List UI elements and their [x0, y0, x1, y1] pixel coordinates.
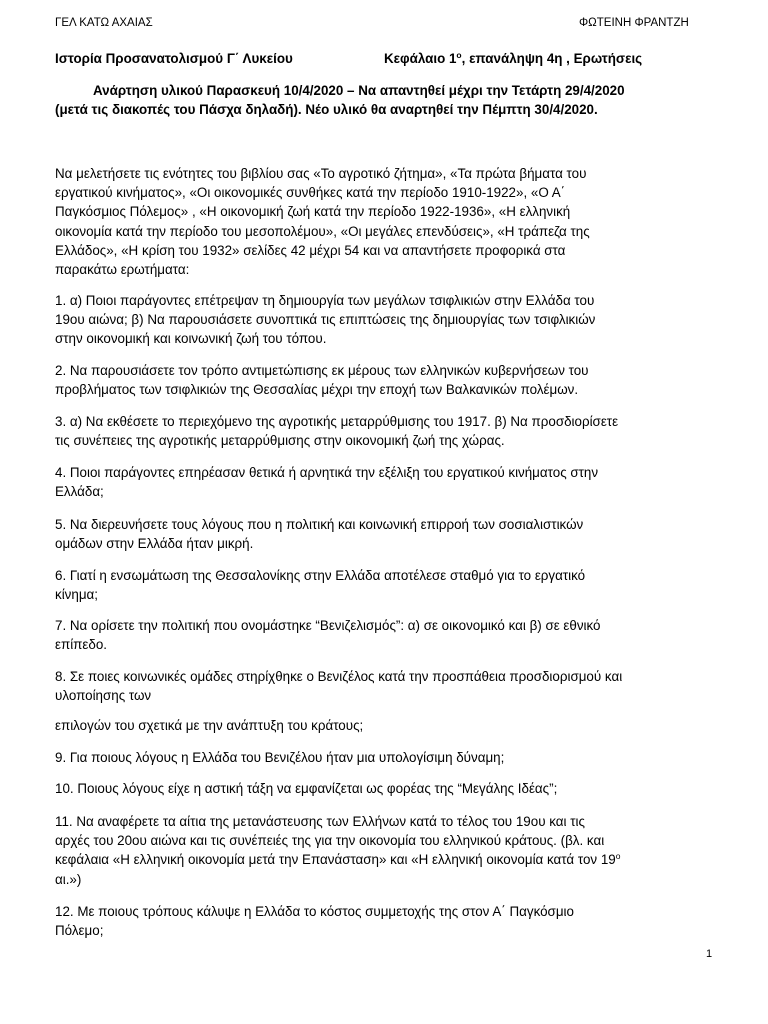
text-line: 1. α) Ποιοι παράγοντες επέτρεψαν τη δημιουργία των μεγάλων τσιφλικιών στην Ελλάδα του	[55, 293, 595, 308]
text-line: αι.»)	[55, 871, 82, 887]
text-line: 12. Με ποιους τρόπους κάλυψε η Ελλάδα το κόστος συμμετοχής της στον Α΄ Παγκόσμιο	[55, 904, 574, 919]
question-8	[55, 667, 720, 705]
text-line: Ελλάδος», «Η κρίση του 1932» σελίδες 42 μέχρι 54 και να απαντήσετε προφορικά στα	[55, 242, 566, 258]
text-line: 6. Γιατί η ενσωμάτωση της Θεσσαλονίκης στην Ελλάδα αποτέλεσε σταθμό για το εργατικό	[55, 568, 586, 583]
question-12	[55, 902, 720, 940]
question-5	[55, 515, 720, 553]
text-line: αρχές του 20ου αιώνα και τις συνέπειές της για την οικονομία του ελληνικού κράτους. (βλ. και	[55, 833, 605, 849]
text-segment: κεφάλαια «Η ελληνική οικονομία μετά την Επανάσταση» και «Η ελληνική οικονομία κατά τον 19	[55, 852, 616, 868]
text-line: 5. Να διερευνήσετε τους λόγους που η πολιτική και κοινωνική επιρροή των σοσιαλιστικών	[55, 517, 584, 532]
ordinal-sup: ο	[615, 851, 621, 862]
chapter-title	[384, 51, 642, 66]
text-line	[55, 850, 720, 869]
text-line: Να μελετήσετε τις ενότητες του βιβλίου σας «Το αγροτικό ζήτημα», «Τα πρώτα βήματα του	[55, 166, 587, 181]
text-line: κίνημα;	[55, 587, 98, 603]
question-11	[55, 812, 720, 889]
chapter-ordinal-sup: ο	[456, 50, 462, 60]
text-line: ομάδων στην Ελλάδα ήταν μικρή.	[55, 536, 254, 552]
text-line: στην οικονομική και κοινωνική ζωή του τόπου.	[55, 331, 327, 347]
text-line: εργατικού κινήματος», «Οι οικονομικές συνθήκες κατά την περίοδο 1910-1922», «Ο Α΄	[55, 185, 566, 201]
text-line: 10. Ποιους λόγους είχε η αστική τάξη να εμφανίζεται ως φορέας της “Μεγάλης Ιδέας”;	[55, 781, 558, 796]
text-line: τις συνέπειες της αγροτικής μεταρρύθμισης στην οικονομική ζωή της χώρας.	[55, 433, 505, 449]
text-line: 4. Ποιοι παράγοντες επηρέασαν θετικά ή αρνητικά την εξέλιξη του εργατικού κινήματος στην	[55, 465, 599, 480]
text-line: Παγκόσμιος Πόλεμος» , «Η οικονομική ζωή κατά την περίοδο 1922-1936», «Η ελληνική	[55, 204, 571, 220]
text-line: προβλήματος των τσιφλικιών της Θεσσαλίας μέχρι την εποχή των Βαλκανικών πολέμων.	[55, 382, 579, 398]
question-4	[55, 463, 720, 501]
chapter-suffix: , επανάληψη 4η , Ερωτήσεις	[461, 51, 643, 66]
question-2	[55, 361, 720, 399]
question-9	[55, 748, 720, 767]
subject-title: Ιστορία Προσανατολισμού Γ΄ Λυκείου	[55, 51, 293, 66]
text-line: οικονομία κατά την περίοδο του μεσοπολέμου», «Οι μεγάλες επενδύσεις», «Η τράπεζα της	[55, 223, 590, 239]
text-line: 9. Για ποιους λόγους η Ελλάδα του Βενιζέλου ήταν μια υπολογίσιμη δύναμη;	[55, 750, 505, 765]
notice-line: (μετά τις διακοπές του Πάσχα δηλαδή). Νέο υλικό θα αναρτηθεί την Πέμπτη 30/4/2020.	[55, 102, 598, 117]
question-1	[55, 291, 720, 349]
question-7	[55, 616, 720, 654]
text-line: Πόλεμο;	[55, 923, 104, 939]
question-3	[55, 412, 720, 450]
text-line: 11. Να αναφέρετε τα αίτια της μετανάστευσης των Ελλήνων κατά το τέλος του 19ου και τις	[55, 814, 585, 829]
text-line: 3. α) Να εκθέσετε το περιεχόμενο της αγροτικής μεταρρύθμισης του 1917. β) Να προσδιορίσετε	[55, 414, 619, 429]
school-name: ΓΕΛ ΚΑΤΩ ΑΧΑΙΑΣ	[55, 17, 153, 29]
text-line: 2. Να παρουσιάσετε τον τρόπο αντιμετώπισης εκ μέρους των ελληνικών κυβερνήσεων του	[55, 363, 589, 378]
page-header	[55, 17, 708, 29]
question-8-continuation	[55, 716, 720, 735]
posting-notice	[55, 81, 715, 119]
teacher-name: ΦΩΤΕΙΝΗ ΦΡΑΝΤΖΗ	[579, 17, 689, 29]
intro-paragraph	[55, 164, 720, 279]
text-line: παρακάτω ερωτήματα:	[55, 262, 190, 278]
text-line: υλοποίησης των	[55, 688, 152, 704]
page-number: 1	[706, 948, 713, 960]
chapter-prefix: Κεφάλαιο 1	[384, 51, 457, 66]
text-line: 19ου αιώνα; β) Να παρουσιάσετε συνοπτικά τις επιπτώσεις της δημιουργίας των τσιφλικιών	[55, 312, 596, 328]
text-line: επίπεδο.	[55, 637, 108, 653]
text-line: 7. Να ορίσετε την πολιτική που ονομάστηκε “Βενιζελισμός”: α) σε οικονομικό και β) σε εθνικό	[55, 618, 601, 633]
notice-line: Ανάρτηση υλικού Παρασκευή 10/4/2020 – Να απαντηθεί μέχρι την Τετάρτη 29/4/2020	[93, 83, 625, 98]
text-line: 8. Σε ποιες κοινωνικές ομάδες στηρίχθηκε ο Βενιζέλος κατά την προσπάθεια προσδιορισμού και	[55, 669, 623, 684]
question-10	[55, 779, 720, 798]
text-line: επιλογών του σχετικά με την ανάπτυξη του κράτους;	[55, 718, 364, 733]
question-6	[55, 566, 720, 604]
text-line: Ελλάδα;	[55, 484, 104, 500]
